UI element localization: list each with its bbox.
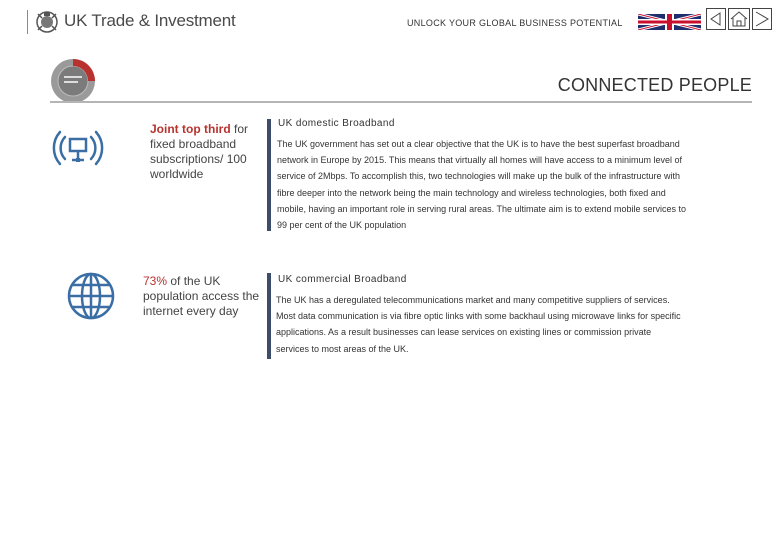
stat-highlight: Joint top third (150, 122, 231, 136)
block-body-domestic (277, 136, 686, 233)
body-line: fibre deeper into the network being the main technology and wireless technologies, both fixed and (277, 187, 666, 198)
block-heading-domestic: UK domestic Broadband (278, 118, 395, 129)
block-accent-bar (267, 273, 271, 359)
back-icon (706, 8, 726, 30)
stat-broadband-ranking (150, 122, 265, 182)
stat-highlight: 73% (143, 274, 168, 288)
back-button[interactable] (706, 8, 726, 30)
body-line: The UK government has set out a clear objective that the UK is to have the best superfast broadband (277, 139, 680, 149)
globe-icon (65, 270, 117, 322)
body-line: applications. As a result businesses can lease services on existing lines or commission private (276, 327, 652, 338)
section-badge-icon (50, 58, 96, 104)
menu-button[interactable] (752, 8, 772, 30)
body-line: The UK has a deregulated telecommunications market and many competitive suppliers of services. (276, 295, 670, 305)
home-icon (728, 8, 750, 30)
stat-description: of the UK population access the internet every day (143, 274, 260, 318)
logo-text: UK Trade & Investment (64, 11, 236, 30)
block-heading-commercial: UK commercial Broadband (278, 274, 407, 285)
body-line: mobile, having an important role in serving rural areas. The ultimate aim is to extend mobile services to (277, 203, 687, 214)
menu-icon (752, 8, 772, 30)
tagline: UNLOCK YOUR GLOBAL BUSINESS POTENTIAL (407, 18, 623, 28)
block-body-commercial (276, 292, 681, 357)
stat-description: for fixed broadband subscriptions/ 100 worldwide (150, 122, 248, 181)
body-line: 99 per cent of the UK population (277, 219, 407, 230)
wireless-computer-icon (50, 122, 106, 178)
body-line: services to most areas of the UK. (276, 343, 409, 354)
body-line: Most data communication is via fibre optic links with some backhaul using microwave links for specific (276, 311, 681, 322)
page-title: CONNECTED PEOPLE (557, 75, 752, 95)
body-line: network in Europe by 2015. This means that virtually all homes will have access to a minimum level of (277, 155, 683, 166)
header-divider (27, 10, 28, 34)
union-flag-icon (638, 14, 701, 30)
crest-icon (34, 10, 60, 34)
home-button[interactable] (728, 8, 750, 30)
block-accent-bar (267, 119, 271, 231)
body-line: service of 2Mbps. To accomplish this, two technologies will make up the bulk of the infrastructure with (277, 171, 681, 182)
title-divider (50, 101, 752, 103)
stat-internet-usage (143, 274, 268, 319)
